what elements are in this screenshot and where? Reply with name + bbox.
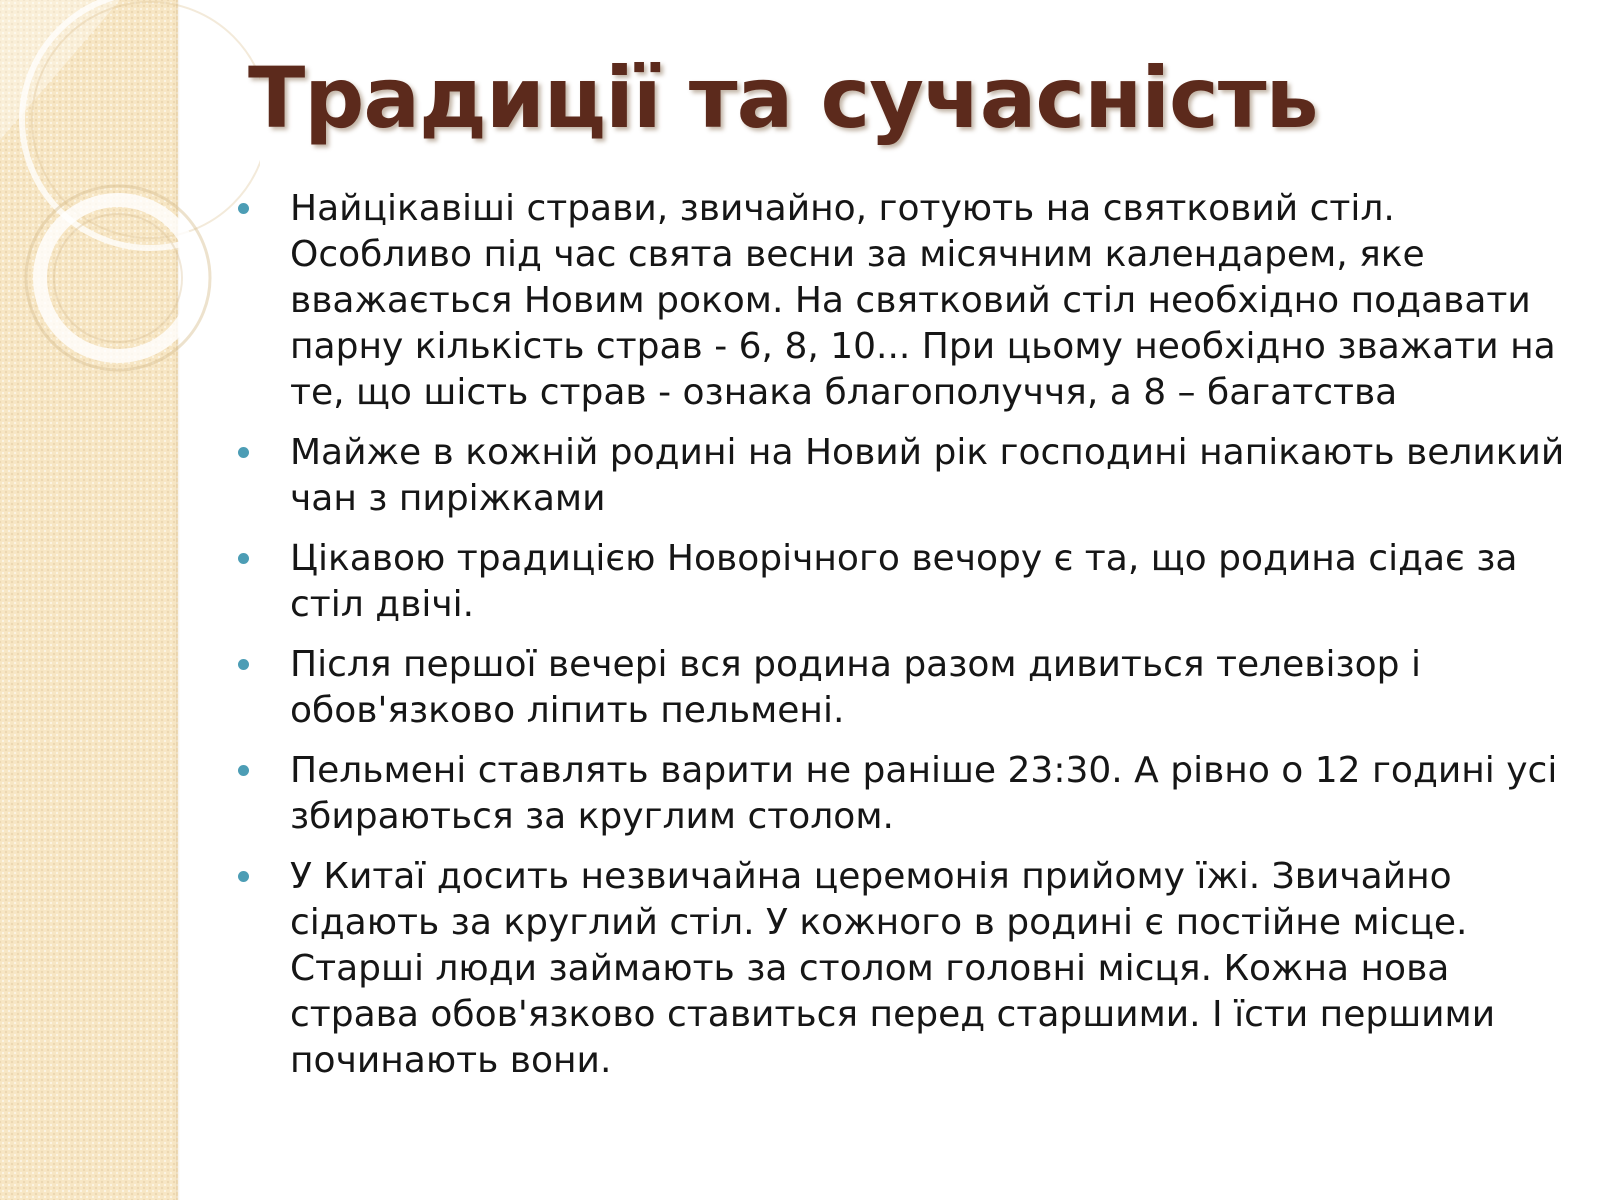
bullet-text: Цікавою традицією Новорічного вечору є та, що родина сідає за стіл двічі. (290, 538, 1518, 625)
bullet-text: Після першої вечері вся родина разом дивиться телевізор і обов'язково ліпить пельмені. (290, 644, 1421, 731)
bullet-dot-icon (238, 203, 249, 214)
bullet-dot-icon (238, 553, 249, 564)
bullet-dot-icon (238, 447, 249, 458)
bullet-text: Найцікавіші страви, звичайно, готують на святковий стіл. Особливо під час свята весни за місячним календарем, яке вважається Новим роком. На святковий стіл необхідно подавати парну кількість страв - 6, 8, 10... При цьому необхідно зважати на те, що шість страв - ознака благополуччя, а 8 – багатства (290, 188, 1556, 413)
bullet-item-pies (236, 430, 1566, 522)
bullet-text: Майже в кожній родині на Новий рік господині напікають великий чан з пиріжками (290, 432, 1565, 519)
slide-title: Традиції та сучасність (248, 49, 1318, 147)
bullet-item-midnight (236, 748, 1566, 840)
bullet-dot-icon (238, 871, 249, 882)
bullet-dot-icon (238, 659, 249, 670)
bullet-dot-icon (238, 765, 249, 776)
bullet-text: У Китаї досить незвичайна церемонія прийому їжі. Звичайно сідають за круглий стіл. У кожного в родині є постійне місце. Старші люди займають за столом головні місця. Кожна нова страва обов'язково ставиться перед старшими. І їсти першими починають вони. (290, 856, 1496, 1081)
bullet-item-festive-dishes (236, 186, 1566, 416)
bullet-text: Пельмені ставлять варити не раніше 23:30. А рівно о 12 годині усі збираються за круглим столом. (290, 750, 1558, 837)
bullet-item-dumplings-tv (236, 642, 1566, 734)
decorative-rings-icon (0, 0, 260, 420)
bullet-item-ceremony (236, 854, 1566, 1084)
bullet-list (236, 186, 1566, 1098)
bullet-item-sit-twice (236, 536, 1566, 628)
